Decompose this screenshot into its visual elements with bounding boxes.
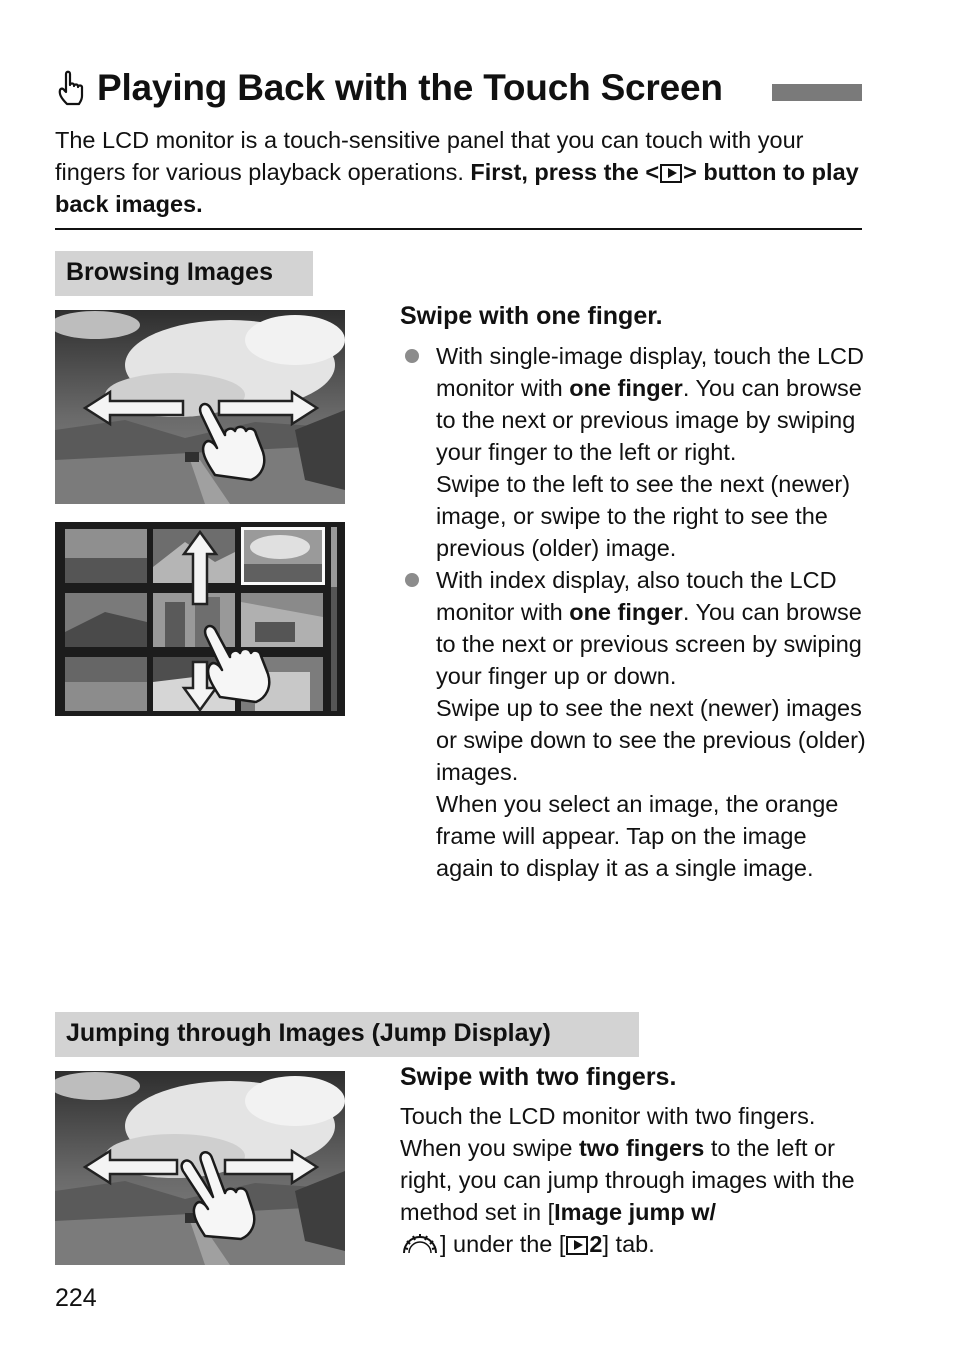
title-decoration-bar bbox=[772, 84, 862, 101]
page-title: Playing Back with the Touch Screen bbox=[97, 67, 723, 108]
browsing-bullet-list bbox=[400, 340, 870, 884]
menu-item-image-jump: Image jump w/ bbox=[554, 1199, 717, 1225]
bullet-index-display bbox=[400, 564, 870, 884]
intro-text: The LCD monitor is a touch-sensitive panel that you can touch with your fingers for various playback operations. bbox=[55, 127, 804, 185]
single-image-swipe-illustration bbox=[55, 310, 345, 504]
subheading-one-finger: Swipe with one finger. bbox=[400, 302, 663, 330]
main-dial-icon bbox=[400, 1231, 440, 1257]
index-scrollbar-thumb bbox=[331, 527, 337, 587]
bullet-text: . You can browse to the next or previous image by swiping your finger to the left or right. bbox=[436, 375, 862, 465]
playback-button-icon bbox=[660, 164, 682, 183]
bullet-paragraph: Swipe up to see the next (newer) images or swipe down to see the previous (older) images. bbox=[436, 695, 866, 785]
jump-display-heading: Jumping through Images (Jump Display) bbox=[55, 1012, 639, 1057]
bullet-dot-icon bbox=[405, 573, 419, 587]
jump-description bbox=[400, 1100, 870, 1260]
jump-text: ] tab. bbox=[602, 1231, 655, 1257]
browsing-heading: Browsing Images bbox=[55, 251, 313, 296]
jump-text: to the left or right, you can jump through images with the method set in [ bbox=[400, 1135, 855, 1225]
title-row bbox=[55, 64, 723, 112]
bullet-single-image bbox=[400, 340, 870, 564]
touch-finger-icon bbox=[55, 68, 89, 108]
bullet-text: . You can browse to the next or previous screen by swiping your finger up or down. bbox=[436, 599, 862, 689]
bullet-text: With single-image display, touch the LCD monitor with bbox=[436, 343, 864, 401]
two-finger-swipe-illustration bbox=[55, 1071, 345, 1265]
subheading-two-fingers: Swipe with two fingers. bbox=[400, 1063, 677, 1091]
bullet-bold: one finger bbox=[569, 599, 683, 625]
playback-tab-icon bbox=[566, 1236, 588, 1255]
intro-bold-end: > button to play back images. bbox=[55, 159, 859, 217]
bullet-bold: one finger bbox=[569, 375, 683, 401]
page-number: 224 bbox=[55, 1284, 97, 1312]
jump-text: ] under the [ bbox=[440, 1231, 566, 1257]
tab-number: 2 bbox=[589, 1231, 603, 1257]
bullet-text: With index display, also touch the LCD monitor with bbox=[436, 567, 837, 625]
bullet-paragraph: Swipe to the left to see the next (newer) image, or swipe to the right to see the previous (older) image. bbox=[436, 471, 851, 561]
intro-paragraph bbox=[55, 124, 865, 220]
bullet-dot-icon bbox=[405, 349, 419, 363]
jump-bold: two fingers bbox=[578, 1135, 705, 1161]
bullet-paragraph: When you select an image, the orange frame will appear. Tap on the image again to display it as a single image. bbox=[436, 791, 839, 881]
section-divider bbox=[55, 228, 862, 230]
index-display-swipe-illustration bbox=[55, 522, 345, 716]
jump-paragraph: Touch the LCD monitor with two fingers. bbox=[400, 1103, 816, 1129]
intro-bold-start: First, press the < bbox=[470, 159, 660, 185]
jump-text: When you swipe bbox=[400, 1135, 579, 1161]
